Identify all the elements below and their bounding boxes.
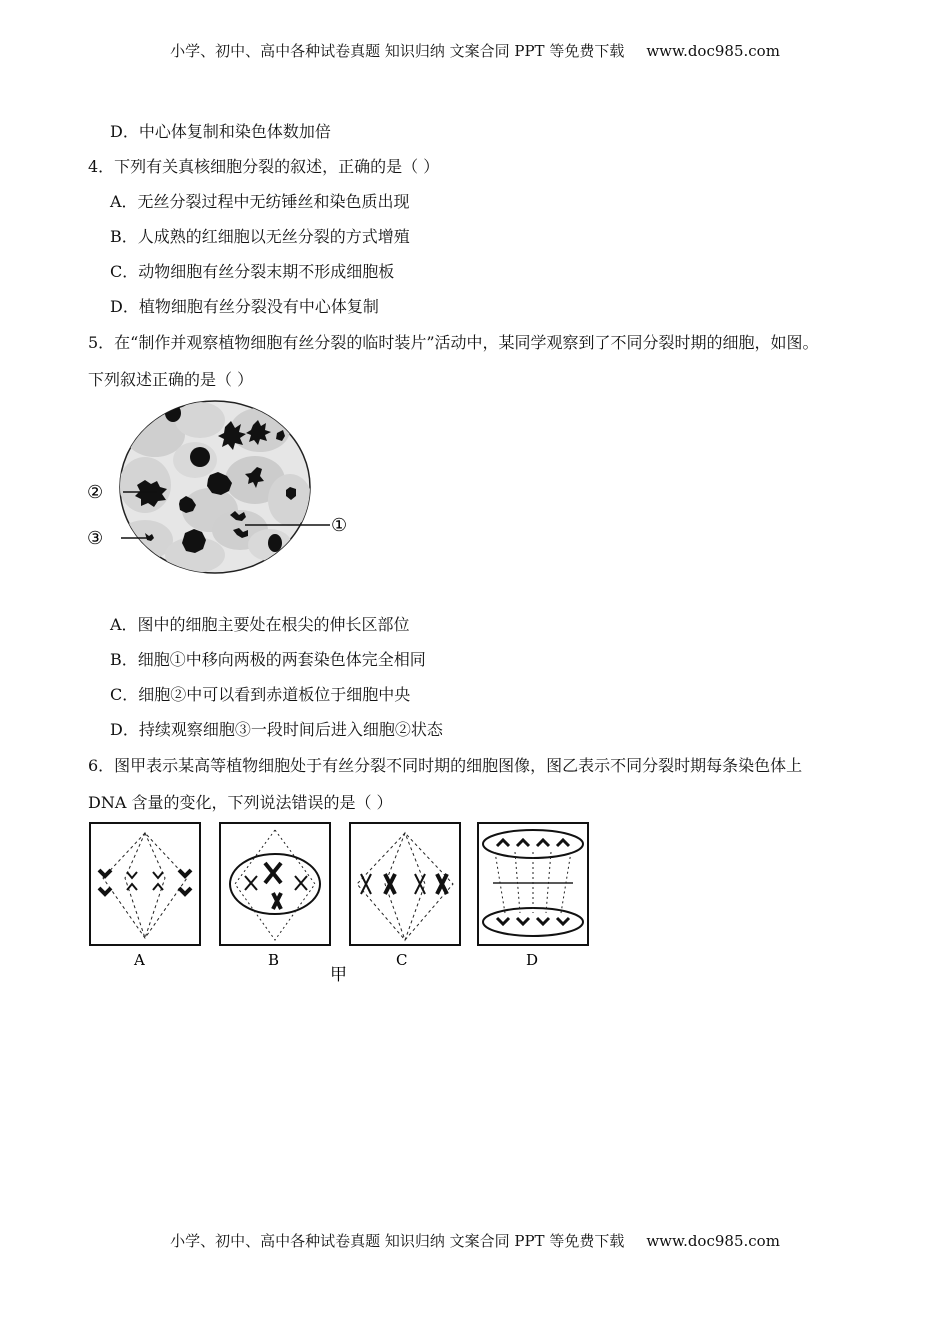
q4-option-a: A．无丝分裂过程中无纺锤丝和染色质出现 [110,192,410,211]
footer-site: www.doc985.com [646,1232,780,1250]
q5-option-c: C．细胞②中可以看到赤道板位于细胞中央 [110,685,411,704]
panel-b [220,823,330,945]
label-2: ② [87,482,104,503]
q5-option-a: A．图中的细胞主要处在根尖的伸长区部位 [110,615,410,634]
label-3: ③ [87,528,104,549]
header-site: www.doc985.com [646,42,780,60]
panel-label-b: B [268,951,280,969]
q5-option-d: D．持续观察细胞③一段时间后进入细胞②状态 [110,720,443,739]
panel-a [90,823,200,945]
panel-label-c: C [396,951,408,969]
header-text: 小学、初中、高中各种试卷真题 知识归纳 文案合同 PPT 等免费下载 [170,42,625,60]
panel-d [478,823,588,945]
q3-option-d: D．中心体复制和染色体数加倍 [110,122,331,141]
page-footer [0,1230,950,1251]
panel-label-d: D [526,951,539,969]
q5-stem-line1: 5．在“制作并观察植物细胞有丝分裂的临时装片”活动中，某同学观察到了不同分裂时期的细胞，如图。 [88,333,819,352]
q6-mitosis-panels [85,818,595,988]
panel-label-a: A [134,951,145,969]
figure-caption: 甲 [330,965,347,985]
q6-stem-line1: 6．图甲表示某高等植物细胞处于有丝分裂不同时期的细胞图像，图乙表示不同分裂时期每条染色体上 [88,756,803,775]
q5-option-b: B．细胞①中移向两极的两套染色体完全相同 [110,650,426,669]
panel-c [350,823,460,945]
q5-cell-micrograph [85,395,365,580]
q6-stem-line2: DNA 含量的变化，下列说法错误的是（ ） [88,793,393,812]
page-header [0,40,950,61]
q5-stem-line2: 下列叙述正确的是（ ） [88,370,254,389]
label-1: ① [331,515,348,536]
footer-text: 小学、初中、高中各种试卷真题 知识归纳 文案合同 PPT 等免费下载 [170,1232,625,1250]
q4-option-b: B．人成熟的红细胞以无丝分裂的方式增殖 [110,227,410,246]
q4-option-c: C．动物细胞有丝分裂末期不形成细胞板 [110,262,395,281]
q4-option-d: D．植物细胞有丝分裂没有中心体复制 [110,297,379,316]
q4-stem: 4．下列有关真核细胞分裂的叙述，正确的是（ ） [88,157,440,176]
